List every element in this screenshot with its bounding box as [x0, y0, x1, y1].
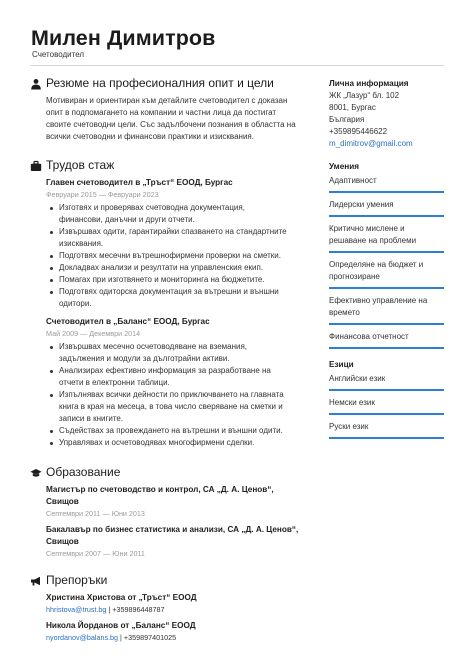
- sidebar: [329, 74, 444, 443]
- briefcase-icon: [30, 160, 42, 172]
- personal-info: [329, 78, 444, 150]
- address-line: ЖК „Лазур“ бл. 102: [329, 91, 400, 100]
- skill-bar: [329, 191, 444, 193]
- references-section: [30, 573, 308, 643]
- duty-item: Помагах при изготвянето и мониторинга на бюджетите.: [46, 274, 308, 286]
- candidate-title: Счетоводител: [32, 50, 85, 59]
- main-column: [30, 74, 308, 643]
- duty-item: Изпълнявах всички дейности по приключването на главната книга в края на месеца, в това число сверяване на сметки и записи в книгите.: [46, 389, 308, 425]
- duty-item: Изготвях и проверявах счетоводна документация, финансови, данъчни и други отчети.: [46, 202, 308, 226]
- degree-dates: Септември 2011 — Юни 2013: [46, 509, 145, 518]
- objective-line: своите счетоводни цели. Със задълбочени познания в областта на: [46, 120, 296, 129]
- job-duties: [46, 202, 308, 310]
- language-bar: [329, 413, 444, 415]
- duty-item: Подготвях месечни вътрешнофирмени проверки на сметки.: [46, 250, 308, 262]
- references-title: Препоръки: [46, 573, 108, 587]
- header-divider: [30, 65, 444, 66]
- skill-item: Адаптивност: [329, 173, 444, 193]
- education-section: [30, 465, 308, 559]
- candidate-name: Милен Димитров: [31, 26, 216, 50]
- experience-header: [30, 158, 308, 174]
- personal-info-title: Лична информация: [329, 79, 409, 88]
- reference-name: Христина Христова от „Тръст“ ЕООД: [46, 593, 197, 602]
- city-line: 8001, Бургас: [329, 103, 376, 112]
- objective-header: [30, 76, 308, 92]
- reference-contact: nyordanov@balans.bg | +359897401025: [46, 633, 177, 642]
- language-item: Английски език: [329, 371, 444, 391]
- job-item: [30, 316, 308, 449]
- duty-item: Докладвах анализи и резултати на управленския екип.: [46, 262, 308, 274]
- experience-section: [30, 158, 308, 449]
- graduation-cap-icon: [30, 467, 42, 479]
- job-dates: Май 2009 — Декември 2014: [46, 329, 141, 338]
- skill-bar: [329, 215, 444, 217]
- references-header: [30, 573, 308, 589]
- job-item: [30, 177, 308, 310]
- language-bar: [329, 389, 444, 391]
- duty-item: Управлявах и осчетоводявах многофирмени сделки.: [46, 437, 308, 449]
- email-link[interactable]: m_dimitrov@gmail.com: [329, 139, 413, 148]
- megaphone-icon: [30, 575, 42, 587]
- language-item: Немски език: [329, 395, 444, 415]
- skill-bar: [329, 323, 444, 325]
- reference-phone: +359896448787: [112, 605, 165, 614]
- skills-block: [329, 161, 444, 349]
- duty-item: Подготвях одиторска документация за вътрешни и външни одитори.: [46, 286, 308, 310]
- education-item: [30, 524, 308, 559]
- objective-line: опит в подпомагането на компании и частни лица да постигат: [46, 108, 277, 117]
- skills-title: Умения: [329, 162, 360, 171]
- languages-title: Езици: [329, 360, 354, 369]
- reference-name: Никола Йорданов от „Баланс“ ЕООД: [46, 621, 196, 630]
- skill-item: Лидерски умения: [329, 197, 444, 217]
- job-title: Главен счетоводител в „Тръст“ ЕООД, Бургас: [46, 178, 233, 187]
- degree-title: Бакалавър по бизнес статистика и анализи, СА „Д. А. Ценов“, Свищов: [46, 525, 299, 546]
- job-dates: Февруари 2015 — Февруари 2023: [46, 190, 159, 199]
- skill-bar: [329, 287, 444, 289]
- education-item: [30, 484, 308, 519]
- experience-title: Трудов стаж: [46, 158, 115, 172]
- language-bar: [329, 437, 444, 439]
- language-item: Руски език: [329, 419, 444, 439]
- education-title: Образование: [46, 465, 121, 479]
- skill-item: Критично мислене и решаване на проблеми: [329, 221, 444, 253]
- objective-line: Мотивиран и ориентиран към детайлите счетоводител с доказан: [46, 96, 288, 105]
- languages-block: [329, 359, 444, 439]
- skill-item: Определяне на бюджет и прогнозиране: [329, 257, 444, 289]
- duty-item: Извършвах одити, гарантирайки спазването на стандартните изисквания.: [46, 226, 308, 250]
- reference-phone: +359897401025: [123, 633, 177, 642]
- skill-bar: [329, 347, 444, 349]
- reference-item: [30, 620, 308, 643]
- country-line: България: [329, 115, 365, 124]
- person-icon: [30, 78, 42, 90]
- skill-item: Финансова отчетност: [329, 329, 444, 349]
- duty-item: Извършвах месечно осчетоводяване на вземания, задължения и модули за дълготрайни активи.: [46, 341, 308, 365]
- degree-dates: Септември 2007 — Юни 2011: [46, 549, 145, 558]
- duty-item: Анализирах ефективно информация за разработване на отчети в електронни таблици.: [46, 365, 308, 389]
- reference-email-link[interactable]: hhristova@trust.bg: [46, 605, 107, 614]
- duty-item: Съдействах за провеждането на вътрешни и външни одити.: [46, 425, 308, 437]
- education-header: [30, 465, 308, 481]
- reference-contact: hhristova@trust.bg | +359896448787: [46, 605, 165, 614]
- skill-item: Ефективно управление на времето: [329, 293, 444, 325]
- objective-text: [46, 95, 308, 143]
- objective-section: [30, 76, 308, 143]
- skill-bar: [329, 251, 444, 253]
- job-duties: [46, 341, 308, 449]
- reference-item: [30, 592, 308, 615]
- degree-title: Магистър по счетоводство и контрол, СА „Д. А. Ценов“, Свищов: [46, 485, 274, 506]
- reference-email-link[interactable]: nyordanov@balans.bg: [46, 633, 119, 642]
- objective-line: всички счетоводни и финансови практики и изисквания.: [46, 132, 254, 141]
- phone-line: +359895446622: [329, 127, 388, 136]
- objective-title: Резюме на професионалния опит и цели: [46, 76, 274, 90]
- job-title: Счетоводител в „Баланс“ ЕООД, Бургас: [46, 317, 210, 326]
